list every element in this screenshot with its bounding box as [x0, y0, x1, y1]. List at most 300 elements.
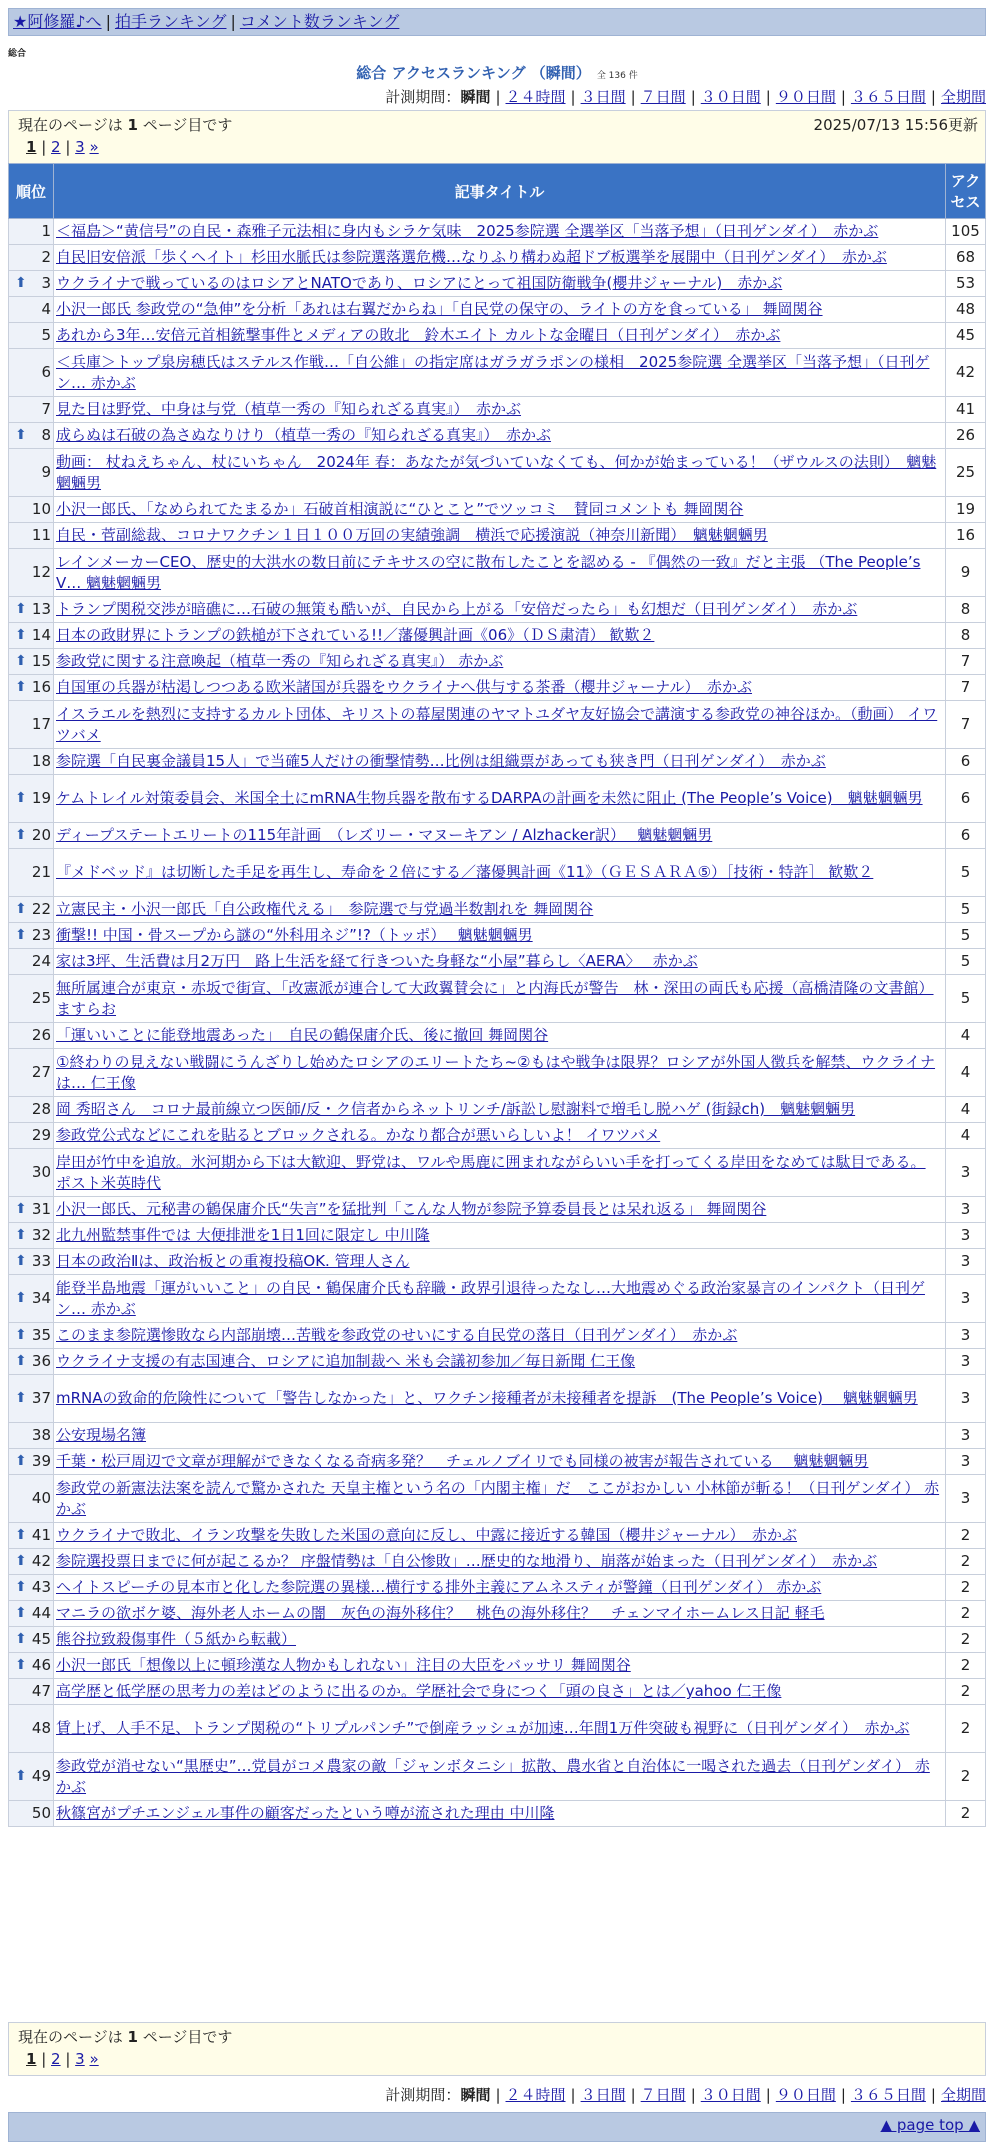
page-top-link[interactable]: ▲ page top ▲	[880, 2116, 980, 2134]
page-info-suffix: ページ目です	[142, 116, 233, 134]
access-count: 3	[946, 1375, 986, 1423]
comment-ranking-link[interactable]: コメント数ランキング	[239, 12, 400, 31]
pager-page-link[interactable]: 3	[75, 2050, 85, 2068]
access-count: 3	[946, 1475, 986, 1523]
page-info-current: 1	[127, 116, 138, 134]
article-link[interactable]: ディープステートエリートの115年計画 （レズリー・マヌーキアン / Alzhacker訳） 魑魅魍魎男	[56, 826, 713, 844]
access-count: 9	[946, 549, 986, 597]
article-link[interactable]: 家は3坪、生活費は月2万円 路上生活を経て行きついた身軽な“小屋”暮らし〈AERA〉 赤かぶ	[56, 952, 698, 970]
rank-number: 14	[31, 626, 51, 644]
title-cell	[54, 849, 946, 897]
rank-cell	[9, 1249, 54, 1275]
article-link[interactable]: ウクライナで敗北、イラン攻撃を失敗した米国の意向に反し、中露に接近する韓国（櫻井ジャーナル） 赤かぶ	[56, 1526, 798, 1544]
period-current: 瞬間	[460, 2086, 491, 2104]
rank-cell	[9, 1549, 54, 1575]
rank-cell	[9, 297, 54, 323]
article-link[interactable]: ＜福島＞“黄信号”の自民・森雅子元法相に身内もシラケ気味 2025参院選 全選挙区「当落予想」（日刊ゲンダイ） 赤かぶ	[56, 222, 879, 240]
table-row	[9, 1049, 986, 1097]
article-link[interactable]: 高学歴と低学歴の思考力の差はどのように出るのか。学歴社会で身につく「頭の良さ」とは／yahoo 仁王像	[56, 1682, 782, 1700]
access-count: 25	[946, 449, 986, 497]
table-row	[9, 1705, 986, 1753]
article-link[interactable]: 参政党公式などにこれを貼るとブロックされる。かなり都合が悪いらしいよ！ イワツバメ	[56, 1126, 661, 1144]
rank-number: 10	[31, 500, 51, 518]
period-separator: |	[495, 88, 501, 106]
rank-number: 23	[31, 926, 51, 944]
article-link[interactable]: 自民・菅副総裁、コロナワクチン１日１００万回の実績強調 横浜で応援演説（神奈川新聞） 魑魅魍魎男	[56, 526, 768, 544]
access-count: 19	[946, 497, 986, 523]
access-count: 2	[946, 1705, 986, 1753]
period-link[interactable]: ３日間	[580, 2086, 626, 2104]
access-count: 7	[946, 701, 986, 749]
article-link[interactable]: 自国軍の兵器が枯渇しつつある欧米諸国が兵器をウクライナへ供与する茶番（櫻井ジャーナル） 赤かぶ	[56, 678, 753, 696]
title-cell	[54, 323, 946, 349]
table-row	[9, 349, 986, 397]
period-separator: |	[570, 88, 576, 106]
rank-number: 36	[31, 1352, 51, 1370]
rank-cell	[9, 1349, 54, 1375]
title-cell	[54, 1705, 946, 1753]
rank-cell	[9, 849, 54, 897]
article-link[interactable]: 千葉・松戸周辺で文章が理解ができなくなる奇病多発？ チェルノブイリでも同様の被害が報告されている 魑魅魍魎男	[56, 1452, 869, 1470]
rank-cell	[9, 423, 54, 449]
period-separator: |	[840, 2086, 846, 2104]
rank-number: 6	[41, 363, 51, 381]
page-title-text: 総合 アクセスランキング （瞬間）	[356, 64, 591, 82]
rank-number: 22	[31, 900, 51, 918]
ranking-table	[8, 163, 986, 1827]
title-cell	[54, 1679, 946, 1705]
title-cell	[54, 1801, 946, 1827]
rank-number: 3	[41, 274, 51, 292]
rank-cell	[9, 1705, 54, 1753]
up-arrow-icon: ⬆	[15, 790, 27, 806]
table-row	[9, 1575, 986, 1601]
rank-number: 43	[31, 1578, 51, 1596]
article-link[interactable]: 参政党が消せない“黒歴史”…党員がコメ農家の敵「ジャンボタニシ」拡散、農水省と自治体に一喝された過去（日刊ゲンダイ） 赤かぶ	[56, 1756, 930, 1796]
access-count: 7	[946, 675, 986, 701]
table-row	[9, 1627, 986, 1653]
rank-number: 1	[41, 222, 51, 240]
title-cell	[54, 1123, 946, 1149]
pager-page-link[interactable]: 2	[51, 138, 61, 156]
title-cell	[54, 245, 946, 271]
rank-number: 15	[31, 652, 51, 670]
table-row	[9, 1123, 986, 1149]
article-link[interactable]: ケムトレイル対策委員会、米国全土にmRNA生物兵器を散布するDARPAの計画を未然に阻止 (The People’s Voice) 魑魅魍魎男	[56, 789, 923, 807]
article-link[interactable]: ①終わりの見えない戦闘にうんざりし始めたロシアのエリートたち~②もはや戦争は限界？ロシアが外国人徴兵を解禁、ウクライナは… 仁王像	[56, 1052, 936, 1092]
period-link[interactable]: 全期間	[940, 88, 986, 106]
rank-number: 34	[31, 1289, 51, 1307]
rank-number: 7	[41, 400, 51, 418]
period-separator: |	[630, 88, 636, 106]
access-count: 5	[946, 897, 986, 923]
pager-next-link[interactable]: »	[89, 138, 99, 156]
article-link[interactable]: 立憲民主・小沢一郎氏「自公政権代える」 参院選で与党過半数割れを 舞岡関谷	[56, 900, 594, 918]
up-arrow-icon: ⬆	[15, 275, 27, 291]
article-link[interactable]: 北九州監禁事件では 大便排泄を1日1回に限定し 中川隆	[56, 1226, 430, 1244]
rank-number: 46	[31, 1656, 51, 1674]
rank-cell	[9, 1523, 54, 1549]
title-cell	[54, 897, 946, 923]
nav-separator: |	[105, 12, 111, 31]
article-link[interactable]: 動画： 杖ねえちゃん、杖にいちゃん 2024年 春：あなたが気づいていなくても、何かが始まっている！（ザウルスの法則） 魑魅魍魎男	[56, 452, 937, 492]
article-link[interactable]: 衝撃!! 中国・骨スープから謎の“外科用ネジ”!?（トッポ） 魑魅魍魎男	[56, 926, 533, 944]
period-selector-bottom	[385, 2084, 986, 2105]
rank-number: 19	[31, 789, 51, 807]
up-arrow-icon: ⬆	[15, 1657, 27, 1673]
rank-number: 39	[31, 1452, 51, 1470]
bottom-bar	[8, 2112, 986, 2142]
article-link[interactable]: mRNAの致命的危険性について「警告しなかった」と、ワクチン接種者が未接種者を提訴 (The People’s Voice) 魑魅魍魎男	[56, 1389, 918, 1407]
rank-cell	[9, 1049, 54, 1097]
title-cell	[54, 749, 946, 775]
article-link[interactable]: イスラエルを熱烈に支持するカルト団体、キリストの幕屋関連のヤマトユダヤ友好協会で講演する参政党の神谷ほか。（動画） イワツバメ	[56, 704, 938, 744]
access-count: 5	[946, 923, 986, 949]
period-link[interactable]: ２４時間	[505, 88, 566, 106]
pager-current: 1	[26, 138, 37, 156]
article-link[interactable]: 日本の政治Ⅱは、政治板との重複投稿OK. 管理人さん	[56, 1252, 410, 1270]
article-link[interactable]: 参政党に関する注意喚起（植草一秀の『知られざる真実』） 赤かぶ	[56, 652, 504, 670]
access-count: 16	[946, 523, 986, 549]
article-link[interactable]: 秋篠宮がプチエンジェル事件の顧客だったという噂が流された理由 中川隆	[56, 1804, 555, 1822]
access-count: 3	[946, 1349, 986, 1375]
table-row	[9, 323, 986, 349]
rank-cell	[9, 823, 54, 849]
access-count: 68	[946, 245, 986, 271]
clap-ranking-link[interactable]: 拍手ランキング	[114, 12, 227, 31]
rank-cell	[9, 949, 54, 975]
article-link[interactable]: 『メドベッド』は切断した手足を再生し、寿命を２倍にする／藩優興計画《11》（ＧＥＳＡＲＡ⑤）［技術・特許］ 歓歎２	[56, 863, 874, 881]
page-info-suffix: ページ目です	[142, 2028, 233, 2046]
access-count: 3	[946, 1197, 986, 1223]
table-row	[9, 823, 986, 849]
title-cell	[54, 397, 946, 423]
pager-separator: |	[36, 2050, 52, 2068]
article-link[interactable]: 小沢一郎氏、元秘書の鶴保庸介氏“失言”を猛批判「こんな人物が参院予算委員長とは呆れ返る」 舞岡関谷	[56, 1200, 767, 1218]
up-arrow-icon: ⬆	[15, 1553, 27, 1569]
col-title-header: 記事タイトル	[54, 164, 946, 219]
rank-number: 38	[31, 1426, 51, 1444]
article-link[interactable]: 成らぬは石破の為さぬなりけり（植草一秀の『知られざる真実』） 赤かぶ	[56, 426, 552, 444]
title-cell	[54, 1197, 946, 1223]
rank-cell	[9, 271, 54, 297]
access-count: 2	[946, 1627, 986, 1653]
rank-number: 8	[41, 426, 51, 444]
rank-cell	[9, 1375, 54, 1423]
table-row	[9, 1601, 986, 1627]
table-row	[9, 675, 986, 701]
period-label: 計測期間：	[385, 88, 461, 106]
title-cell	[54, 219, 946, 245]
rank-cell	[9, 675, 54, 701]
rank-cell	[9, 897, 54, 923]
rank-cell	[9, 1753, 54, 1801]
rank-cell	[9, 749, 54, 775]
table-row	[9, 749, 986, 775]
title-cell	[54, 1149, 946, 1197]
up-arrow-icon: ⬆	[15, 653, 27, 669]
article-link[interactable]: あれから3年…安倍元首相銃撃事件とメディアの敗北 鈴木エイト カルトな金曜日（日刊ゲンダイ） 赤かぶ	[56, 326, 781, 344]
article-link[interactable]: ウクライナ支援の有志国連合、ロシアに追加制裁へ 米も会議初参加／毎日新聞 仁王像	[56, 1352, 636, 1370]
period-link[interactable]: ９０日間	[775, 2086, 836, 2104]
article-link[interactable]: ウクライナで戦っているのはロシアとNATOであり、ロシアにとって祖国防衛戦争(櫻井ジャーナル) 赤かぶ	[56, 274, 783, 292]
table-row	[9, 549, 986, 597]
access-count: 3	[946, 1449, 986, 1475]
rank-cell	[9, 219, 54, 245]
rank-number: 26	[31, 1026, 51, 1044]
article-link[interactable]: レインメーカーCEO、歴史的大洪水の数日前にテキサスの空に散布したことを認める - 『偶然の一致』だと主張 （The People’s V… 魑魅魍魎男	[56, 552, 921, 592]
access-count: 6	[946, 823, 986, 849]
rank-number: 4	[41, 300, 51, 318]
table-row	[9, 623, 986, 649]
access-count: 2	[946, 1753, 986, 1801]
title-cell	[54, 701, 946, 749]
rank-number: 40	[31, 1489, 51, 1507]
access-count: 3	[946, 1249, 986, 1275]
table-row	[9, 423, 986, 449]
rank-cell	[9, 975, 54, 1023]
table-row	[9, 449, 986, 497]
table-row	[9, 1653, 986, 1679]
rank-cell	[9, 1475, 54, 1523]
rank-cell	[9, 649, 54, 675]
period-link[interactable]: ３０日間	[700, 88, 761, 106]
table-row	[9, 701, 986, 749]
up-arrow-icon: ⬆	[15, 901, 27, 917]
access-count: 8	[946, 597, 986, 623]
table-row	[9, 1275, 986, 1323]
access-count: 3	[946, 1423, 986, 1449]
rank-cell	[9, 923, 54, 949]
article-link[interactable]: マニラの欲ボケ婆、海外老人ホームの闇 灰色の海外移住？ 桃色の海外移住？ チェンマイホームレス日記 軽毛	[56, 1604, 825, 1622]
title-cell	[54, 975, 946, 1023]
access-count: 42	[946, 349, 986, 397]
period-separator: |	[765, 88, 771, 106]
home-link[interactable]: ★阿修羅♪へ	[13, 12, 102, 31]
title-cell	[54, 1275, 946, 1323]
rank-cell	[9, 623, 54, 649]
article-link[interactable]: 賃上げ、人手不足、トランプ関税の“トリプルパンチ”で倒産ラッシュが加速…年間1万件突破も視野に（日刊ゲンダイ） 赤かぶ	[56, 1719, 910, 1737]
rank-cell	[9, 1023, 54, 1049]
rank-cell	[9, 1601, 54, 1627]
rank-cell	[9, 1627, 54, 1653]
rank-cell	[9, 1149, 54, 1197]
rank-number: 18	[31, 752, 51, 770]
article-link[interactable]: 公安現場名簿	[56, 1426, 147, 1444]
period-link[interactable]: ３６５日間	[850, 88, 926, 106]
pager-separator: |	[60, 2050, 76, 2068]
title-cell	[54, 1549, 946, 1575]
table-header-row	[9, 164, 986, 219]
table-row	[9, 1679, 986, 1705]
title-cell	[54, 1349, 946, 1375]
article-link[interactable]: 小沢一郎氏、「なめられてたまるか」石破首相演説に“ひとこと”でツッコミ 賛同コメントも 舞岡関谷	[56, 500, 744, 518]
pager-separator: |	[36, 138, 52, 156]
pager-current: 1	[26, 2050, 37, 2068]
period-separator: |	[930, 2086, 936, 2104]
table-row	[9, 1449, 986, 1475]
rank-cell	[9, 701, 54, 749]
title-cell	[54, 1653, 946, 1679]
access-count: 4	[946, 1049, 986, 1097]
rank-number: 28	[31, 1100, 51, 1118]
rank-number: 27	[31, 1063, 51, 1081]
title-cell	[54, 823, 946, 849]
title-cell	[54, 1023, 946, 1049]
article-link[interactable]: ヘイトスピーチの見本市と化した参院選の異様…横行する排外主義にアムネスティが警鐘（日刊ゲンダイ） 赤かぶ	[56, 1578, 822, 1596]
top-nav-bar	[8, 8, 986, 36]
table-row	[9, 1097, 986, 1123]
access-count: 2	[946, 1653, 986, 1679]
title-cell	[54, 449, 946, 497]
rank-number: 16	[31, 678, 51, 696]
article-link[interactable]: 日本の政財界にトランプの鉄槌が下されている!!／藩優興計画《06》（ＤＳ粛清） 歓歎２	[56, 626, 655, 644]
article-link[interactable]: 小沢一郎氏 参政党の“急伸”を分析「あれは右翼だからね」「自民党の保守の、ライトの方を食っている」 舞岡関谷	[56, 300, 823, 318]
rank-number: 31	[31, 1200, 51, 1218]
title-cell	[54, 649, 946, 675]
period-label: 計測期間：	[385, 2086, 461, 2104]
article-link[interactable]: 無所属連合が東京・赤坂で街宣、「改憲派が連合して大政翼賛会に」と内海氏が警告 林・深田の両氏も応援（高橋清隆の文書館） ますらお	[56, 978, 934, 1018]
article-link[interactable]: 自民旧安倍派「歩くヘイト」杉田水脈氏は参院選落選危機…なりふり構わぬ超ドブ板選挙を展開中（日刊ゲンダイ） 赤かぶ	[56, 248, 887, 266]
access-count: 3	[946, 1323, 986, 1349]
article-link[interactable]: 小沢一郎氏「想像以上に頓珍漢な人物かもしれない」注目の大臣をバッサリ 舞岡関谷	[56, 1656, 631, 1674]
rank-cell	[9, 1097, 54, 1123]
rank-cell	[9, 397, 54, 423]
rank-cell	[9, 497, 54, 523]
up-arrow-icon: ⬆	[15, 679, 27, 695]
article-link[interactable]: 参院選投票日までに何が起こるか？ 序盤情勢は「自公惨敗」…歴史的な地滑り、崩落が始まった（日刊ゲンダイ） 赤かぶ	[56, 1552, 878, 1570]
pager-page-link[interactable]: 2	[51, 2050, 61, 2068]
category-label: 総合	[8, 49, 27, 59]
period-link[interactable]: ３０日間	[700, 2086, 761, 2104]
up-arrow-icon: ⬆	[15, 1253, 27, 1269]
rank-cell	[9, 1575, 54, 1601]
rank-cell	[9, 1423, 54, 1449]
access-count: 2	[946, 1679, 986, 1705]
table-row	[9, 1801, 986, 1827]
rank-number: 20	[31, 826, 51, 844]
up-arrow-icon: ⬆	[15, 1768, 27, 1784]
page-info-bottom	[18, 2026, 232, 2047]
access-count: 2	[946, 1523, 986, 1549]
up-arrow-icon: ⬆	[15, 1527, 27, 1543]
pager-page-link[interactable]: 3	[75, 138, 85, 156]
access-count: 6	[946, 749, 986, 775]
title-cell	[54, 1223, 946, 1249]
up-arrow-icon: ⬆	[15, 627, 27, 643]
article-link[interactable]: トランプ関税交渉が暗礁に…石破の無策も酷いが、自民から上がる「安倍だったら」も幻想だ（日刊ゲンダイ） 赤かぶ	[56, 600, 858, 618]
table-row	[9, 597, 986, 623]
table-row	[9, 849, 986, 897]
access-count: 5	[946, 849, 986, 897]
col-rank-header: 順位	[9, 164, 54, 219]
table-row	[9, 923, 986, 949]
rank-cell	[9, 1123, 54, 1149]
access-count: 48	[946, 297, 986, 323]
table-row	[9, 397, 986, 423]
article-link[interactable]: 熊谷拉致殺傷事件（５紙から転載）	[56, 1630, 297, 1648]
rank-cell	[9, 323, 54, 349]
rank-number: 5	[41, 326, 51, 344]
rank-cell	[9, 1275, 54, 1323]
article-link[interactable]: 「運いいことに能登地震あった」 自民の鶴保庸介氏、後に撤回 舞岡関谷	[56, 1026, 549, 1044]
title-cell	[54, 775, 946, 823]
article-link[interactable]: 岡 秀昭さん コロナ最前線立つ医師/反・ク信者からネットリンチ/訴訟し慰謝料で増毛し脱ハゲ (街録ch) 魑魅魍魎男	[56, 1100, 856, 1118]
article-link[interactable]: 岸田が竹中を追放。氷河期から下は大歓迎、野党は、ワルや馬鹿に囲まれながらいい手を打ってくる岸田をなめては駄目である。 ポスト米英時代	[56, 1152, 926, 1192]
rank-number: 50	[31, 1804, 51, 1822]
title-cell	[54, 949, 946, 975]
access-count: 2	[946, 1801, 986, 1827]
title-cell	[54, 497, 946, 523]
article-link[interactable]: 見た目は野党、中身は与党（植草一秀の『知られざる真実』） 赤かぶ	[56, 400, 522, 418]
table-row	[9, 649, 986, 675]
up-arrow-icon: ⬆	[15, 1605, 27, 1621]
period-link[interactable]: 全期間	[940, 2086, 986, 2104]
title-cell	[54, 297, 946, 323]
access-count: 3	[946, 1149, 986, 1197]
title-cell	[54, 423, 946, 449]
access-count: 2	[946, 1601, 986, 1627]
access-count: 2	[946, 1549, 986, 1575]
period-separator: |	[630, 2086, 636, 2104]
period-link[interactable]: ９０日間	[775, 88, 836, 106]
title-cell	[54, 1049, 946, 1097]
pager-next-link[interactable]: »	[89, 2050, 99, 2068]
article-link[interactable]: このまま参院選惨敗なら内部崩壊…苦戦を参政党のせいにする自民党の落日（日刊ゲンダイ） 赤かぶ	[56, 1326, 738, 1344]
article-link[interactable]: 能登半島地震「運がいいこと」の自民・鶴保庸介氏も辞職・政界引退待ったなし…大地震めぐる政治家暴言のインパクト（日刊ゲン… 赤かぶ	[56, 1278, 925, 1318]
rank-cell	[9, 523, 54, 549]
rank-number: 35	[31, 1326, 51, 1344]
article-link[interactable]: 参院選「自民裏金議員15人」で当確5人だけの衝撃情勢…比例は組織票があっても狭き門（日刊ゲンダイ） 赤かぶ	[56, 752, 826, 770]
up-arrow-icon: ⬆	[15, 1201, 27, 1217]
title-cell	[54, 1627, 946, 1653]
period-separator: |	[930, 88, 936, 106]
title-cell	[54, 1449, 946, 1475]
rank-cell	[9, 245, 54, 271]
title-cell	[54, 1323, 946, 1349]
rank-number: 17	[31, 715, 51, 733]
rank-number: 42	[31, 1552, 51, 1570]
rank-number: 2	[41, 248, 51, 266]
table-row	[9, 1249, 986, 1275]
table-row	[9, 271, 986, 297]
period-link[interactable]: ２４時間	[505, 2086, 566, 2104]
table-row	[9, 1349, 986, 1375]
access-count: 5	[946, 949, 986, 975]
access-count: 4	[946, 1123, 986, 1149]
access-count: 8	[946, 623, 986, 649]
period-link[interactable]: ７日間	[640, 88, 686, 106]
access-count: 6	[946, 775, 986, 823]
up-arrow-icon: ⬆	[15, 1227, 27, 1243]
rank-number: 45	[31, 1630, 51, 1648]
rank-cell	[9, 1801, 54, 1827]
table-row	[9, 1223, 986, 1249]
article-link[interactable]: ＜兵庫＞トップ泉房穂氏はステルス作戦…「自公維」の指定席はガラガラポンの様相 2025参院選 全選挙区「当落予想」（日刊ゲン… 赤かぶ	[56, 352, 930, 392]
period-link[interactable]: ７日間	[640, 2086, 686, 2104]
period-link[interactable]: ３日間	[580, 88, 626, 106]
period-link[interactable]: ３６５日間	[850, 2086, 926, 2104]
article-link[interactable]: 参政党の新憲法法案を読んで驚かされた 天皇主権という名の「内閣主権」だ ここがおかしい 小林節が斬る！（日刊ゲンダイ） 赤かぶ	[56, 1478, 940, 1518]
title-cell	[54, 1575, 946, 1601]
access-count: 26	[946, 423, 986, 449]
up-arrow-icon: ⬆	[15, 601, 27, 617]
table-row	[9, 949, 986, 975]
access-count: 45	[946, 323, 986, 349]
title-cell	[54, 549, 946, 597]
rank-number: 21	[31, 863, 51, 881]
table-row	[9, 497, 986, 523]
